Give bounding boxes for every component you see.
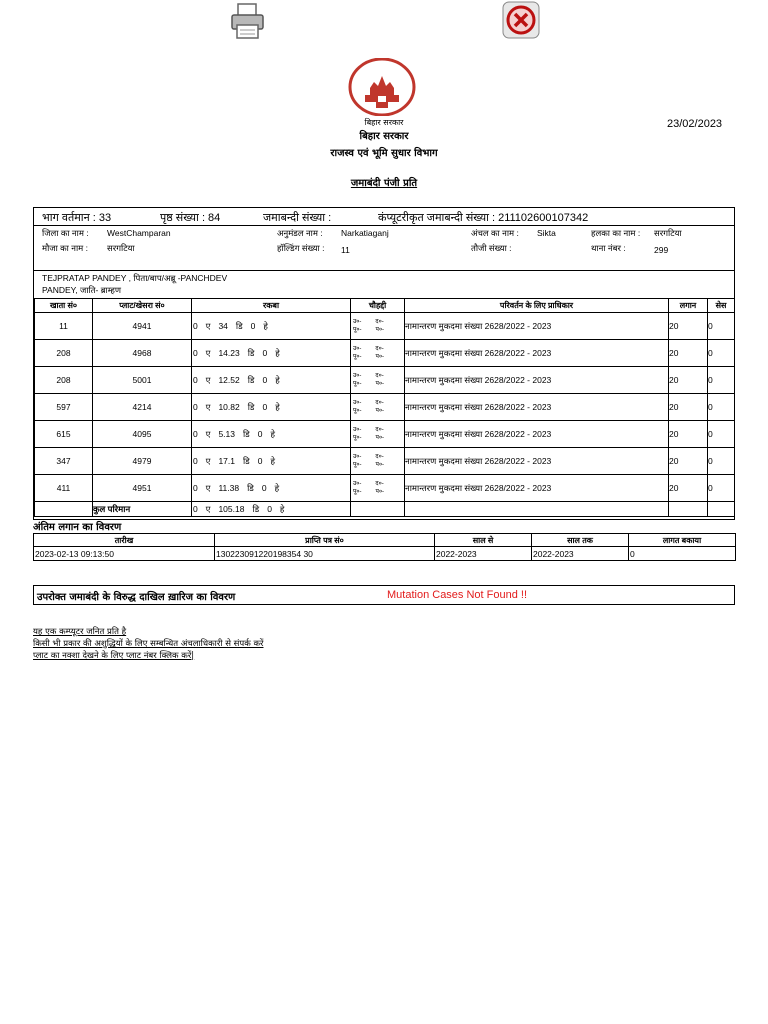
- rakba-d: डि: [247, 374, 255, 385]
- rakba-dec: 12.52: [218, 374, 240, 385]
- chauhaddi-paschim: प०-: [375, 381, 385, 387]
- printer-icon[interactable]: [229, 1, 267, 41]
- rakba-h: 0: [267, 503, 272, 514]
- authority-text: नामान्तरण मुकदमा संख्या 2628/2022 - 2023: [405, 448, 669, 475]
- chauhaddi-uttar: उ०-: [353, 400, 362, 406]
- mutation-status: Mutation Cases Not Found !!: [387, 589, 528, 601]
- chauhaddi-cell: [351, 448, 405, 475]
- plot-number-link[interactable]: 5001: [93, 367, 192, 394]
- chauhaddi-paschim: प०-: [375, 462, 385, 468]
- rakba-he: हे: [279, 503, 285, 514]
- khata-number: 208: [35, 340, 93, 367]
- plot-number-link[interactable]: 4979: [93, 448, 192, 475]
- authority-text: नामान्तरण मुकदमा संख्या 2628/2022 - 2023: [405, 394, 669, 421]
- rakba-e: 0: [193, 401, 198, 412]
- rakba-h: 0: [257, 428, 263, 439]
- rakba-e: 0: [193, 428, 198, 439]
- lagan-cell: 2023-02-13 09:13:50: [34, 547, 215, 561]
- owner-line-1: TEJPRATAP PANDEY , पिता/बाप/अब्रू -PANCHDEV: [42, 273, 228, 283]
- chauhaddi-purab: पू०-: [353, 489, 362, 495]
- empty-cell: [35, 502, 93, 517]
- anumandal-label: अनुमंडल नाम :: [277, 228, 323, 238]
- table-row: [35, 313, 735, 340]
- holding-value: 11: [341, 245, 350, 255]
- chauhaddi-uttar: उ०-: [353, 373, 362, 379]
- chauhaddi-dakshin: द०-: [375, 454, 384, 460]
- lagan-value: 20: [669, 367, 708, 394]
- lagan-table-header: साल से: [435, 534, 532, 547]
- chauhaddi-cell: [351, 313, 405, 340]
- rakba-e: 0: [193, 374, 198, 385]
- footer-line-2: किसी भी प्रकार की अशुद्धियों के लिए सम्बन्धित अंचलाधिकारी से संपर्क करें: [33, 639, 264, 649]
- rakba-dec: 10.82: [218, 401, 240, 412]
- khata-number: 11: [35, 313, 93, 340]
- thana-label: थाना नंबर :: [591, 243, 626, 253]
- empty-cell: [351, 502, 405, 517]
- lagan-value: 20: [669, 421, 708, 448]
- rakba-cell: [192, 502, 351, 517]
- rakba-cell: [192, 313, 351, 340]
- table-row: [34, 547, 736, 561]
- plot-number-link[interactable]: 4968: [93, 340, 192, 367]
- ses-value: 0: [708, 475, 735, 502]
- ses-value: 0: [708, 394, 735, 421]
- lagan-cell: 2022-2023: [532, 547, 629, 561]
- rakba-h: 0: [262, 401, 268, 412]
- authority-text: नामान्तरण मुकदमा संख्या 2628/2022 - 2023: [405, 475, 669, 502]
- rakba-dec: 105.18: [218, 503, 245, 514]
- land-table-header: सेस: [708, 299, 735, 313]
- chauhaddi-purab: पू०-: [353, 462, 362, 468]
- lagan-cell: 2022-2023: [435, 547, 532, 561]
- empty-cell: [669, 502, 708, 517]
- rakba-e: 0: [193, 503, 198, 514]
- divider: [34, 270, 734, 271]
- ses-value: 0: [708, 340, 735, 367]
- chauhaddi-purab: पू०-: [353, 354, 362, 360]
- rakba-d: डि: [252, 503, 260, 514]
- chauhaddi-line: [353, 372, 404, 380]
- rakba-ekad: ए: [205, 401, 211, 412]
- chauhaddi-purab: पू०-: [353, 327, 362, 333]
- plot-number-link[interactable]: 4941: [93, 313, 192, 340]
- zila-value: WestChamparan: [107, 228, 171, 238]
- rakba-e: 0: [193, 347, 198, 358]
- rakba-e: 0: [193, 455, 198, 466]
- rakba-d: डि: [247, 401, 255, 412]
- chauhaddi-paschim: प०-: [375, 327, 385, 333]
- chauhaddi-line: [353, 345, 404, 353]
- land-table-header: परिवर्तन के लिए प्राधिकार: [405, 299, 669, 313]
- chauhaddi-paschim: प०-: [375, 408, 385, 414]
- anumandal-value: Narkatiaganj: [341, 228, 389, 238]
- rakba-cell: [192, 367, 351, 394]
- chauhaddi-uttar: उ०-: [353, 427, 362, 433]
- authority-text: नामान्तरण मुकदमा संख्या 2628/2022 - 2023: [405, 421, 669, 448]
- rakba-cell: [192, 340, 351, 367]
- rakba-cell: [192, 421, 351, 448]
- rakba-he: हे: [275, 347, 280, 358]
- rakba-he: हे: [275, 401, 280, 412]
- footer-line-1: यह एक कम्प्यूटर जनित प्रति है: [33, 627, 127, 637]
- thana-value: 299: [654, 245, 669, 255]
- lagan-value: 20: [669, 340, 708, 367]
- rakba-cell: [192, 394, 351, 421]
- rakba-d: डि: [247, 347, 255, 358]
- chauhaddi-dakshin: द०-: [375, 319, 384, 325]
- land-table-header: प्लाट/खेसरा सं०: [93, 299, 192, 313]
- rakba-ekad: ए: [205, 428, 211, 439]
- department-name: राजस्व एवं भूमि सुधार विभाग: [330, 148, 438, 159]
- chauhaddi-line: [353, 318, 404, 326]
- rakba-h: 0: [261, 482, 267, 493]
- lagan-table-header: तारीख: [34, 534, 215, 547]
- rakba-d: डि: [242, 428, 250, 439]
- bihar-government-seal: [348, 58, 416, 116]
- mutation-label: उपरोक्त जमाबंदी के विरुद्ध दाखिल ख़ारिज का विवरण: [37, 592, 236, 603]
- rakba-ekad: ए: [205, 347, 211, 358]
- halka-label: हलका का नाम :: [591, 228, 641, 238]
- chauhaddi-cell: [351, 421, 405, 448]
- total-row: [35, 502, 735, 517]
- chauhaddi-line: [353, 426, 404, 434]
- chauhaddi-line: [353, 461, 404, 469]
- rakba-he: हे: [263, 320, 268, 331]
- chauhaddi-cell: [351, 367, 405, 394]
- jamabandi-sankhya: जमाबन्दी संख्या :: [263, 212, 332, 224]
- rakba-ekad: ए: [205, 374, 211, 385]
- rakba-h: 0: [262, 347, 268, 358]
- lagan-table-header: साल तक: [532, 534, 629, 547]
- close-x-icon[interactable]: [502, 1, 540, 39]
- government-name: बिहार सरकार: [359, 131, 409, 142]
- chauhaddi-line: [353, 399, 404, 407]
- rakba-ekad: ए: [205, 320, 211, 331]
- anchal-label: अंचल का नाम :: [471, 228, 519, 238]
- rakba-h: 0: [262, 374, 268, 385]
- land-table-header: लगान: [669, 299, 708, 313]
- table-row: [35, 448, 735, 475]
- anchal-value: Sikta: [537, 228, 556, 238]
- bhag-vartaman: भाग वर्तमान : 33: [42, 212, 112, 224]
- plot-number-link[interactable]: 4951: [93, 475, 192, 502]
- computerized-jamabandi-number: कंप्यूटरीकृत जमाबन्दी संख्या : 211102600107342: [378, 212, 589, 224]
- empty-cell: [708, 502, 735, 517]
- lagan-value: 20: [669, 313, 708, 340]
- chauhaddi-paschim: प०-: [375, 489, 385, 495]
- tauji-label: तौजी संख्या :: [471, 243, 512, 253]
- chauhaddi-line: [353, 353, 404, 361]
- authority-text: नामान्तरण मुकदमा संख्या 2628/2022 - 2023: [405, 340, 669, 367]
- chauhaddi-line: [353, 407, 404, 415]
- plot-number-link[interactable]: 4214: [93, 394, 192, 421]
- authority-text: नामान्तरण मुकदमा संख्या 2628/2022 - 2023: [405, 367, 669, 394]
- land-table-header: रकबा: [192, 299, 351, 313]
- chauhaddi-paschim: प०-: [375, 435, 385, 441]
- khata-number: 208: [35, 367, 93, 394]
- table-row: [35, 340, 735, 367]
- rakba-d: डि: [247, 482, 254, 493]
- lagan-table: [33, 533, 736, 561]
- land-table-header: चौहद्दी: [351, 299, 405, 313]
- rakba-d: डि: [235, 320, 243, 331]
- rakba-dec: 11.38: [218, 482, 240, 493]
- khata-number: 597: [35, 394, 93, 421]
- rakba-cell: [192, 475, 351, 502]
- mutation-box: [33, 585, 735, 605]
- lagan-value: 20: [669, 394, 708, 421]
- chauhaddi-line: [353, 326, 404, 334]
- plot-number-link[interactable]: 4095: [93, 421, 192, 448]
- chauhaddi-dakshin: द०-: [375, 427, 384, 433]
- lagan-table-header: प्राप्ति पत्र सं०: [215, 534, 435, 547]
- chauhaddi-purab: पू०-: [353, 435, 362, 441]
- table-row: [35, 394, 735, 421]
- chauhaddi-dakshin: द०-: [375, 481, 384, 487]
- chauhaddi-purab: पू०-: [353, 381, 362, 387]
- rakba-e: 0: [193, 320, 198, 331]
- ses-value: 0: [708, 448, 735, 475]
- land-table-header: खाता सं०: [35, 299, 93, 313]
- chauhaddi-line: [353, 453, 404, 461]
- chauhaddi-dakshin: द०-: [375, 373, 384, 379]
- rakba-he: हे: [274, 482, 280, 493]
- khata-number: 615: [35, 421, 93, 448]
- chauhaddi-line: [353, 380, 404, 388]
- chauhaddi-uttar: उ०-: [353, 454, 362, 460]
- rakba-he: हे: [270, 455, 275, 466]
- rakba-ekad: ए: [205, 482, 211, 493]
- total-label: कुल परिमान: [93, 502, 192, 517]
- mauja-value: सरगटिया: [107, 243, 135, 253]
- jamabandi-details-box: [33, 207, 735, 520]
- chauhaddi-dakshin: द०-: [375, 400, 384, 406]
- chauhaddi-line: [353, 488, 404, 496]
- lagan-value: 20: [669, 448, 708, 475]
- rakba-ekad: ए: [205, 455, 211, 466]
- ses-value: 0: [708, 421, 735, 448]
- empty-cell: [405, 502, 669, 517]
- khata-number: 347: [35, 448, 93, 475]
- authority-text: नामान्तरण मुकदमा संख्या 2628/2022 - 2023: [405, 313, 669, 340]
- rakba-dec: 34: [218, 320, 228, 331]
- chauhaddi-cell: [351, 394, 405, 421]
- table-row: [35, 421, 735, 448]
- footer-line-3: प्लाट का नक्शा देखने के लिए प्लाट नंबर क्लिक करें|: [33, 651, 195, 661]
- chauhaddi-purab: पू०-: [353, 408, 362, 414]
- document-title: जमाबंदी पंजी प्रति: [350, 178, 418, 189]
- rakba-e: 0: [193, 482, 198, 493]
- mauja-label: मौजा का नाम :: [42, 243, 88, 253]
- chauhaddi-paschim: प०-: [375, 354, 385, 360]
- rakba-he: हे: [270, 428, 275, 439]
- lagan-table-header: लागत बकाया: [629, 534, 736, 547]
- lagan-cell: 130223091220198354 30: [215, 547, 435, 561]
- chauhaddi-cell: [351, 340, 405, 367]
- ses-value: 0: [708, 367, 735, 394]
- owner-line-2: PANDEY, जाति- ब्राम्हण: [42, 285, 121, 295]
- divider: [34, 225, 734, 226]
- table-row: [35, 367, 735, 394]
- rakba-cell: [192, 448, 351, 475]
- document-date: 23/02/2023: [667, 118, 723, 130]
- ses-value: 0: [708, 313, 735, 340]
- khata-number: 411: [35, 475, 93, 502]
- lagan-cell: 0: [629, 547, 736, 561]
- chauhaddi-cell: [351, 475, 405, 502]
- rakba-dec: 5.13: [218, 428, 235, 439]
- chauhaddi-line: [353, 434, 404, 442]
- zila-label: जिला का नाम :: [42, 228, 89, 238]
- chauhaddi-dakshin: द०-: [375, 346, 384, 352]
- halka-value: सरगटिया: [654, 228, 682, 238]
- chauhaddi-line: [353, 480, 404, 488]
- land-table: [34, 298, 735, 517]
- rakba-h: 0: [257, 455, 263, 466]
- chauhaddi-uttar: उ०-: [353, 319, 362, 325]
- rakba-ekad: ए: [205, 503, 211, 514]
- prishth-sankhya: पृष्ठ संख्या : 84: [160, 212, 221, 224]
- chauhaddi-uttar: उ०-: [353, 481, 362, 487]
- rakba-he: हे: [275, 374, 280, 385]
- seal-caption: बिहार सरकार: [364, 118, 404, 127]
- rakba-dec: 17.1: [218, 455, 235, 466]
- last-lagan-title: अंतिम लगान का विवरण: [33, 522, 122, 533]
- rakba-dec: 14.23: [218, 347, 240, 358]
- table-row: [35, 475, 735, 502]
- rakba-d: डि: [242, 455, 250, 466]
- chauhaddi-uttar: उ०-: [353, 346, 362, 352]
- lagan-value: 20: [669, 475, 708, 502]
- rakba-h: 0: [250, 320, 256, 331]
- holding-label: हॉल्डिंग संख्या :: [277, 243, 325, 253]
